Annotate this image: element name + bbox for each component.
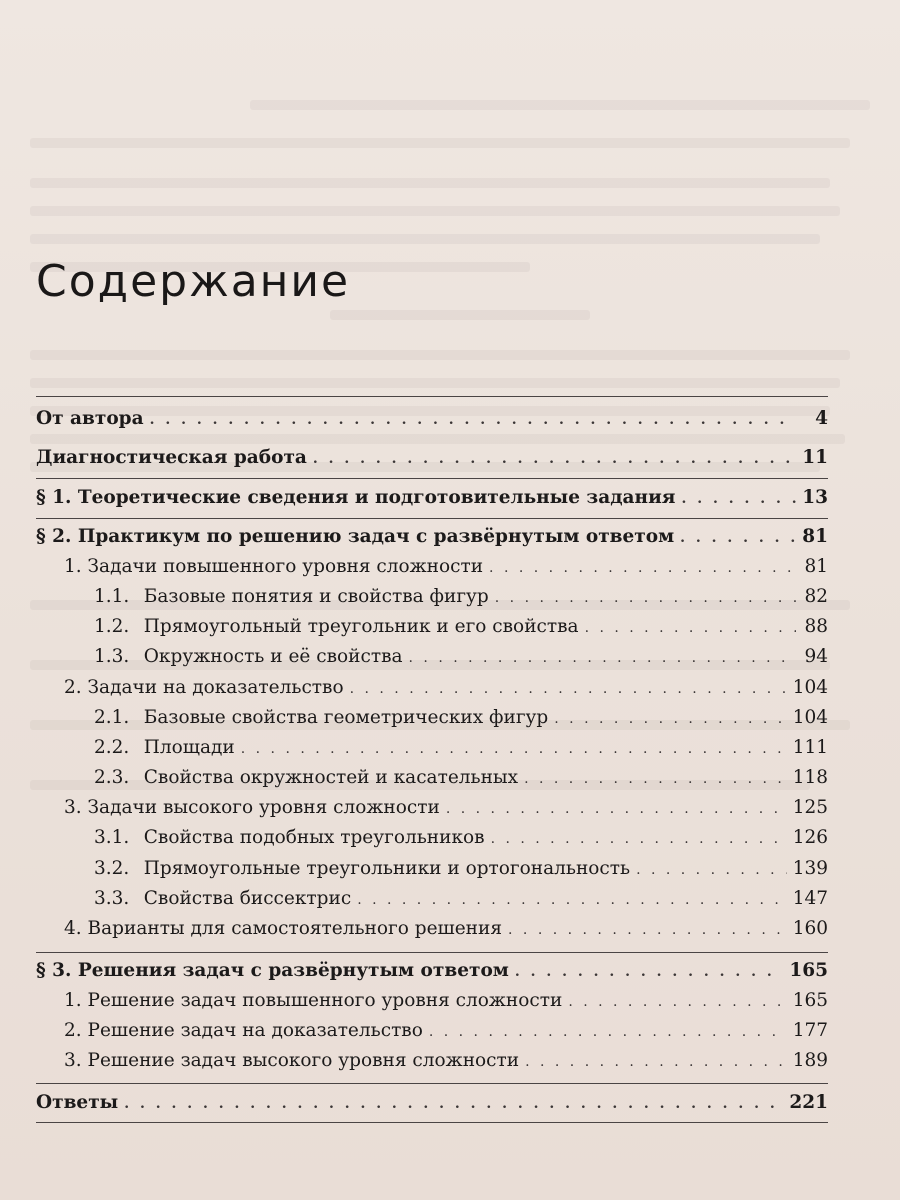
toc-leader <box>524 771 787 787</box>
toc-entry-label: § 3. Решения задач с развёрнутым ответом <box>36 960 509 981</box>
toc-entry-label: Окружность и её свойства <box>143 646 403 667</box>
section-divider <box>36 478 828 479</box>
toc-leader <box>429 1024 787 1040</box>
toc-page-number: 221 <box>789 1092 828 1113</box>
toc-entry-label: 1. Задачи повышенного уровня сложности <box>64 556 484 577</box>
section-divider <box>36 1083 828 1084</box>
toc-entry-number: 3.1. <box>94 827 130 848</box>
toc-entry-label: Ответы <box>36 1092 119 1113</box>
toc-entry-label: Свойства подобных треугольников <box>143 827 485 848</box>
toc-page-number: 13 <box>802 487 828 508</box>
toc-page-number: 88 <box>804 616 828 637</box>
toc-page-number: 177 <box>792 1020 828 1041</box>
toc-entry-label: Прямоугольные треугольники и ортогональность <box>143 858 631 879</box>
toc-entry-label: Базовые свойства геометрических фигур <box>143 707 549 728</box>
toc-leader <box>636 862 787 878</box>
toc-entry-subsection[interactable] <box>36 586 828 616</box>
toc-entry-number: 2.1. <box>94 707 130 728</box>
toc-entry-section-3[interactable] <box>36 960 828 990</box>
toc-leader <box>568 994 786 1010</box>
toc-entry-chapter[interactable] <box>36 556 828 586</box>
toc-entry-label: 1. Решение задач повышенного уровня сложности <box>64 990 563 1011</box>
toc-leader <box>680 530 796 546</box>
toc-page-number: 165 <box>792 990 828 1011</box>
toc-entry-number: 1.2. <box>94 616 130 637</box>
page-title: Содержание <box>36 256 351 307</box>
toc-entry-label: От автора <box>36 408 144 429</box>
toc-page-number: 147 <box>792 888 828 909</box>
toc-leader <box>350 681 787 697</box>
toc-leader <box>489 560 796 576</box>
toc-entry-author[interactable] <box>36 408 828 438</box>
toc-entry-number: 2.3. <box>94 767 130 788</box>
toc-page-number: 189 <box>792 1050 828 1071</box>
toc-entry-chapter[interactable] <box>36 797 828 827</box>
toc-entry-label: 3. Решение задач высокого уровня сложности <box>64 1050 520 1071</box>
toc-entry-subsection[interactable] <box>36 858 828 888</box>
toc-entry-label: § 2. Практикум по решению задач с развёрнутым ответом <box>36 526 675 547</box>
toc-entry-chapter[interactable] <box>36 990 828 1020</box>
toc-leader <box>446 801 787 817</box>
toc-entry-subsection[interactable] <box>36 616 828 646</box>
toc-entry-subsection[interactable] <box>36 888 828 918</box>
toc-page-number: 126 <box>792 827 828 848</box>
toc-entry-label: Диагностическая работа <box>36 447 307 468</box>
toc-entry-subsection[interactable] <box>36 827 828 857</box>
toc-leader <box>357 892 786 908</box>
toc-page-number: 165 <box>789 960 828 981</box>
toc-leader <box>585 620 796 636</box>
section-divider <box>36 952 828 953</box>
toc-page-number: 82 <box>804 586 828 607</box>
toc-page-number: 111 <box>792 737 828 758</box>
toc-entry-number: 2.2. <box>94 737 130 758</box>
toc-entry-label: Прямоугольный треугольник и его свойства <box>143 616 579 637</box>
toc-page-number: 104 <box>792 677 828 698</box>
toc-entry-subsection[interactable] <box>36 737 828 767</box>
toc-entry-label: Свойства окружностей и касательных <box>143 767 519 788</box>
toc-entry-section-1[interactable] <box>36 487 828 517</box>
toc-leader <box>150 412 796 428</box>
toc-entry-label: 2. Задачи на доказательство <box>64 677 344 698</box>
toc-leader <box>515 964 784 980</box>
toc-page-number: 81 <box>802 526 828 547</box>
section-divider <box>36 518 828 519</box>
toc-entry-chapter[interactable] <box>36 1050 828 1080</box>
toc-entry-chapter[interactable] <box>36 918 828 948</box>
toc-entry-chapter[interactable] <box>36 1020 828 1050</box>
toc-entry-answers[interactable] <box>36 1092 828 1122</box>
toc-entry-label: Базовые понятия и свойства фигур <box>143 586 489 607</box>
toc-entry-label: 2. Решение задач на доказательство <box>64 1020 423 1041</box>
toc-entry-subsection[interactable] <box>36 707 828 737</box>
toc-page-number: 11 <box>802 447 828 468</box>
top-rule <box>36 396 828 397</box>
toc-page-number: 139 <box>792 858 828 879</box>
toc-page-number: 94 <box>804 646 828 667</box>
toc-entry-diagnostic[interactable] <box>36 447 828 477</box>
toc-entry-number: 1.1. <box>94 586 130 607</box>
toc-leader <box>409 650 796 666</box>
toc-entry-label: 4. Варианты для самостоятельного решения <box>64 918 503 939</box>
toc-entry-label: § 1. Теоретические сведения и подготовительные задания <box>36 487 676 508</box>
toc-entry-label: 3. Задачи высокого уровня сложности <box>64 797 440 818</box>
toc-page-number: 104 <box>792 707 828 728</box>
toc-leader <box>508 922 787 938</box>
toc-entry-subsection[interactable] <box>36 646 828 676</box>
toc-page-number: 160 <box>792 918 828 939</box>
toc-entry-chapter[interactable] <box>36 677 828 707</box>
toc-leader <box>554 711 786 727</box>
toc-entry-number: 3.2. <box>94 858 130 879</box>
toc-leader <box>124 1096 783 1112</box>
toc-entry-section-2[interactable] <box>36 526 828 556</box>
bottom-rule <box>36 1122 828 1123</box>
toc-leader <box>491 831 787 847</box>
toc-entry-number: 3.3. <box>94 888 130 909</box>
toc-entry-label: Площади <box>143 737 235 758</box>
toc-entry-label: Свойства биссектрис <box>143 888 352 909</box>
toc-leader <box>241 741 787 757</box>
toc-entry-subsection[interactable] <box>36 767 828 797</box>
toc-leader <box>525 1054 787 1070</box>
toc-page-number: 4 <box>815 408 828 429</box>
toc-leader <box>313 451 796 467</box>
toc-page-number: 118 <box>792 767 828 788</box>
toc-leader <box>681 491 796 507</box>
toc-leader <box>495 590 796 606</box>
toc-page-number: 81 <box>804 556 828 577</box>
toc-entry-number: 1.3. <box>94 646 130 667</box>
toc-page-number: 125 <box>792 797 828 818</box>
